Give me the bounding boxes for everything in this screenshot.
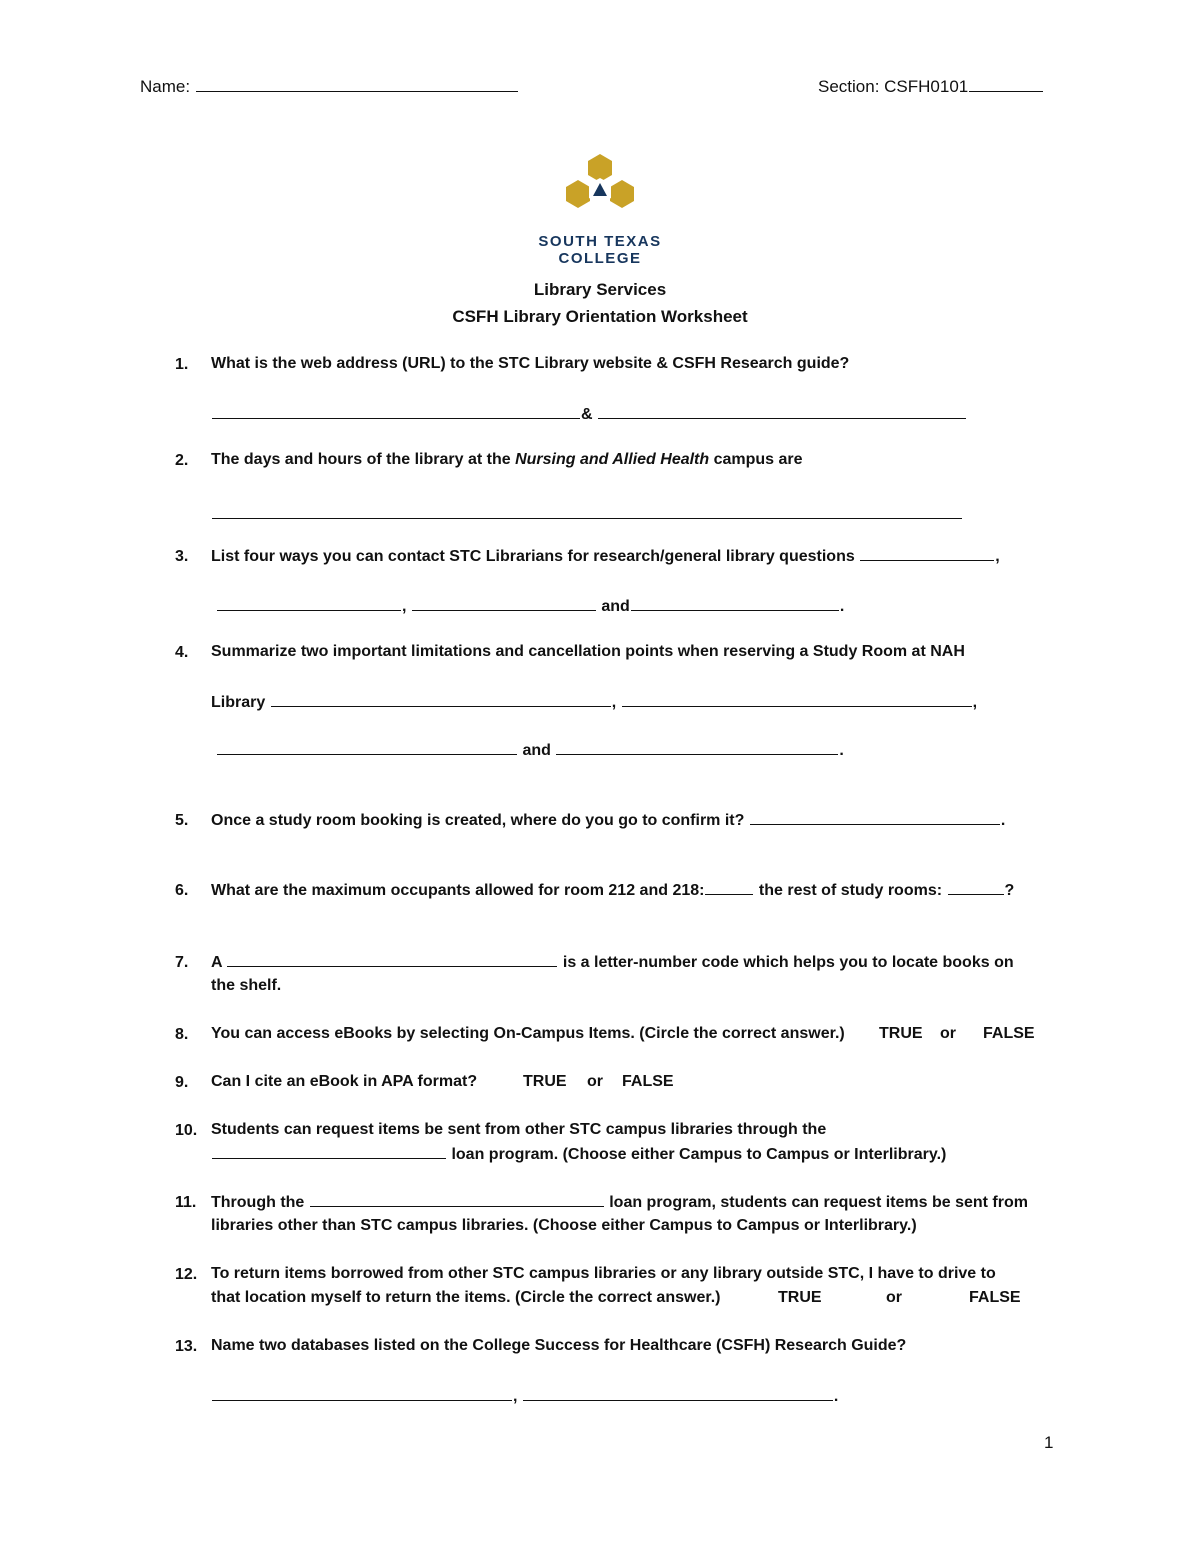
- question-9-false-option[interactable]: FALSE: [622, 1073, 674, 1090]
- answer-blank[interactable]: [227, 950, 557, 967]
- question-13-text: Name two databases listed on the College Success for Healthcare (CSFH) Research Guide?: [211, 1337, 907, 1354]
- question-12-line2: that location myself to return the items. (Circle the correct answer.): [211, 1289, 721, 1306]
- answer-blank[interactable]: [622, 690, 972, 707]
- page-number: 1: [1044, 1433, 1054, 1452]
- answer-blank[interactable]: [523, 1384, 833, 1401]
- question-11-line2: libraries other than STC campus libraries. (Choose either Campus to Campus or Interlibrary.): [211, 1217, 917, 1234]
- library-label: Library: [211, 694, 266, 711]
- question-3-text: [211, 544, 1000, 569]
- section-blank[interactable]: [969, 75, 1043, 92]
- question-9-text: Can I cite an eBook in APA format?: [211, 1073, 478, 1090]
- worksheet-title: CSFH Library Orientation Worksheet: [452, 307, 748, 326]
- section-label: Section: CSFH0101: [818, 77, 969, 96]
- question-3-number: 3.: [175, 548, 189, 565]
- stc-logo: [530, 150, 670, 267]
- answer-blank[interactable]: [212, 1384, 512, 1401]
- question-8-text: You can access eBooks by selecting On-Campus Items. (Circle the correct answer.): [211, 1025, 845, 1042]
- college-logo-icon: [565, 150, 635, 218]
- answer-blank[interactable]: [750, 808, 1000, 825]
- question-7-end: is a letter-number code which helps you to locate books on: [562, 954, 1014, 971]
- question-5-prompt: Once a study room booking is created, where do you go to confirm it?: [211, 812, 745, 829]
- campus-name: Nursing and Allied Health: [515, 451, 710, 468]
- question-2-text-start: The days and hours of the library at the: [211, 451, 516, 468]
- question-6-text: [211, 878, 1014, 903]
- question-4-text: Summarize two important limitations and cancellation points when reserving a Study Room at NAH: [211, 643, 965, 660]
- answer-blank[interactable]: [860, 544, 994, 561]
- logo-line2: COLLEGE: [558, 250, 642, 267]
- and-text: and: [601, 598, 630, 615]
- answer-blank[interactable]: [631, 594, 839, 611]
- question-12-text: To return items borrowed from other STC campus libraries or any library outside STC, I have to drive to: [211, 1265, 996, 1282]
- question-13-answers: [211, 1384, 838, 1406]
- question-4-number: 4.: [175, 644, 189, 661]
- separator: ,: [402, 598, 407, 615]
- question-9-number: 9.: [175, 1074, 189, 1091]
- question-9-true-option[interactable]: TRUE: [523, 1073, 567, 1090]
- question-13-number: 13.: [175, 1338, 198, 1355]
- question-7-start: A: [211, 954, 222, 971]
- separator: ,: [972, 694, 978, 711]
- question-12-false-option[interactable]: FALSE: [969, 1289, 1021, 1306]
- question-11-text: [211, 1190, 1028, 1215]
- question-5-text: [211, 808, 1005, 833]
- question-6-prompt: What are the maximum occupants allowed for room 212 and 218:: [211, 882, 705, 899]
- question-1-answer: [211, 402, 967, 424]
- question-8-number: 8.: [175, 1026, 189, 1043]
- separator: ,: [611, 694, 617, 711]
- question-11-start: Through the: [211, 1194, 305, 1211]
- answer-blank[interactable]: [217, 738, 517, 755]
- question-7-number: 7.: [175, 954, 189, 971]
- question-10-line2: [211, 1142, 946, 1167]
- name-label: Name:: [140, 77, 191, 96]
- question-5-number: 5.: [175, 812, 189, 829]
- question-4-answers-row2: [216, 738, 844, 760]
- question-6-mid: the rest of study rooms:: [758, 882, 943, 899]
- question-11-number: 11.: [175, 1194, 197, 1211]
- separator: ,: [513, 1388, 518, 1405]
- question-7-text: [211, 950, 1014, 975]
- question-8-true-option[interactable]: TRUE: [879, 1025, 923, 1042]
- separator: ,: [995, 548, 1000, 565]
- question-9-or: or: [587, 1073, 603, 1090]
- logo-line1: SOUTH TEXAS: [538, 233, 662, 250]
- answer-blank[interactable]: [271, 690, 611, 707]
- question-1-number: 1.: [175, 356, 189, 373]
- end-punct: .: [839, 598, 845, 615]
- answer-blank[interactable]: [212, 502, 962, 519]
- question-2-number: 2.: [175, 452, 189, 469]
- question-2-answer: [211, 502, 963, 524]
- question-11-end: loan program, students can request items be sent from: [609, 1194, 1028, 1211]
- end-punct: .: [1000, 812, 1006, 829]
- question-12-or: or: [886, 1289, 902, 1306]
- answer-blank[interactable]: [598, 402, 966, 419]
- end-punct: .: [833, 1388, 839, 1405]
- end-punct: .: [839, 742, 844, 759]
- question-10-number: 10.: [175, 1122, 198, 1139]
- answer-blank[interactable]: [217, 594, 401, 611]
- title-library-services: Library Services: [533, 280, 667, 299]
- end-punct: ?: [1004, 882, 1015, 899]
- question-3-answers: [216, 594, 844, 616]
- question-3-prompt: List four ways you can contact STC Librarians for research/general library questions: [211, 548, 855, 565]
- name-blank[interactable]: [196, 75, 518, 92]
- joiner-text: &: [581, 406, 593, 423]
- question-2-text: [211, 448, 803, 472]
- question-12-number: 12.: [175, 1266, 198, 1283]
- question-6-number: 6.: [175, 882, 189, 899]
- and-text: and: [522, 742, 551, 759]
- question-10-text: Students can request items be sent from other STC campus libraries through the: [211, 1121, 827, 1138]
- question-1-text: What is the web address (URL) to the STC Library website & CSFH Research guide?: [211, 355, 850, 372]
- question-4-answers-row1: [211, 690, 977, 712]
- question-12-true-option[interactable]: TRUE: [778, 1289, 822, 1306]
- answer-blank[interactable]: [556, 738, 838, 755]
- answer-blank[interactable]: [705, 878, 753, 895]
- question-10-instruction: loan program. (Choose either Campus to Campus or Interlibrary.): [451, 1146, 947, 1163]
- answer-blank[interactable]: [310, 1190, 604, 1207]
- answer-blank[interactable]: [412, 594, 596, 611]
- answer-blank[interactable]: [212, 1142, 446, 1159]
- question-8-false-option[interactable]: FALSE: [983, 1025, 1035, 1042]
- question-2-text-end: campus are: [709, 451, 803, 468]
- answer-blank[interactable]: [948, 878, 1004, 895]
- question-8-or: or: [940, 1025, 956, 1042]
- answer-blank[interactable]: [212, 402, 580, 419]
- question-7-line2: the shelf.: [211, 977, 282, 994]
- section-field: [818, 75, 1044, 97]
- name-field: [140, 75, 519, 97]
